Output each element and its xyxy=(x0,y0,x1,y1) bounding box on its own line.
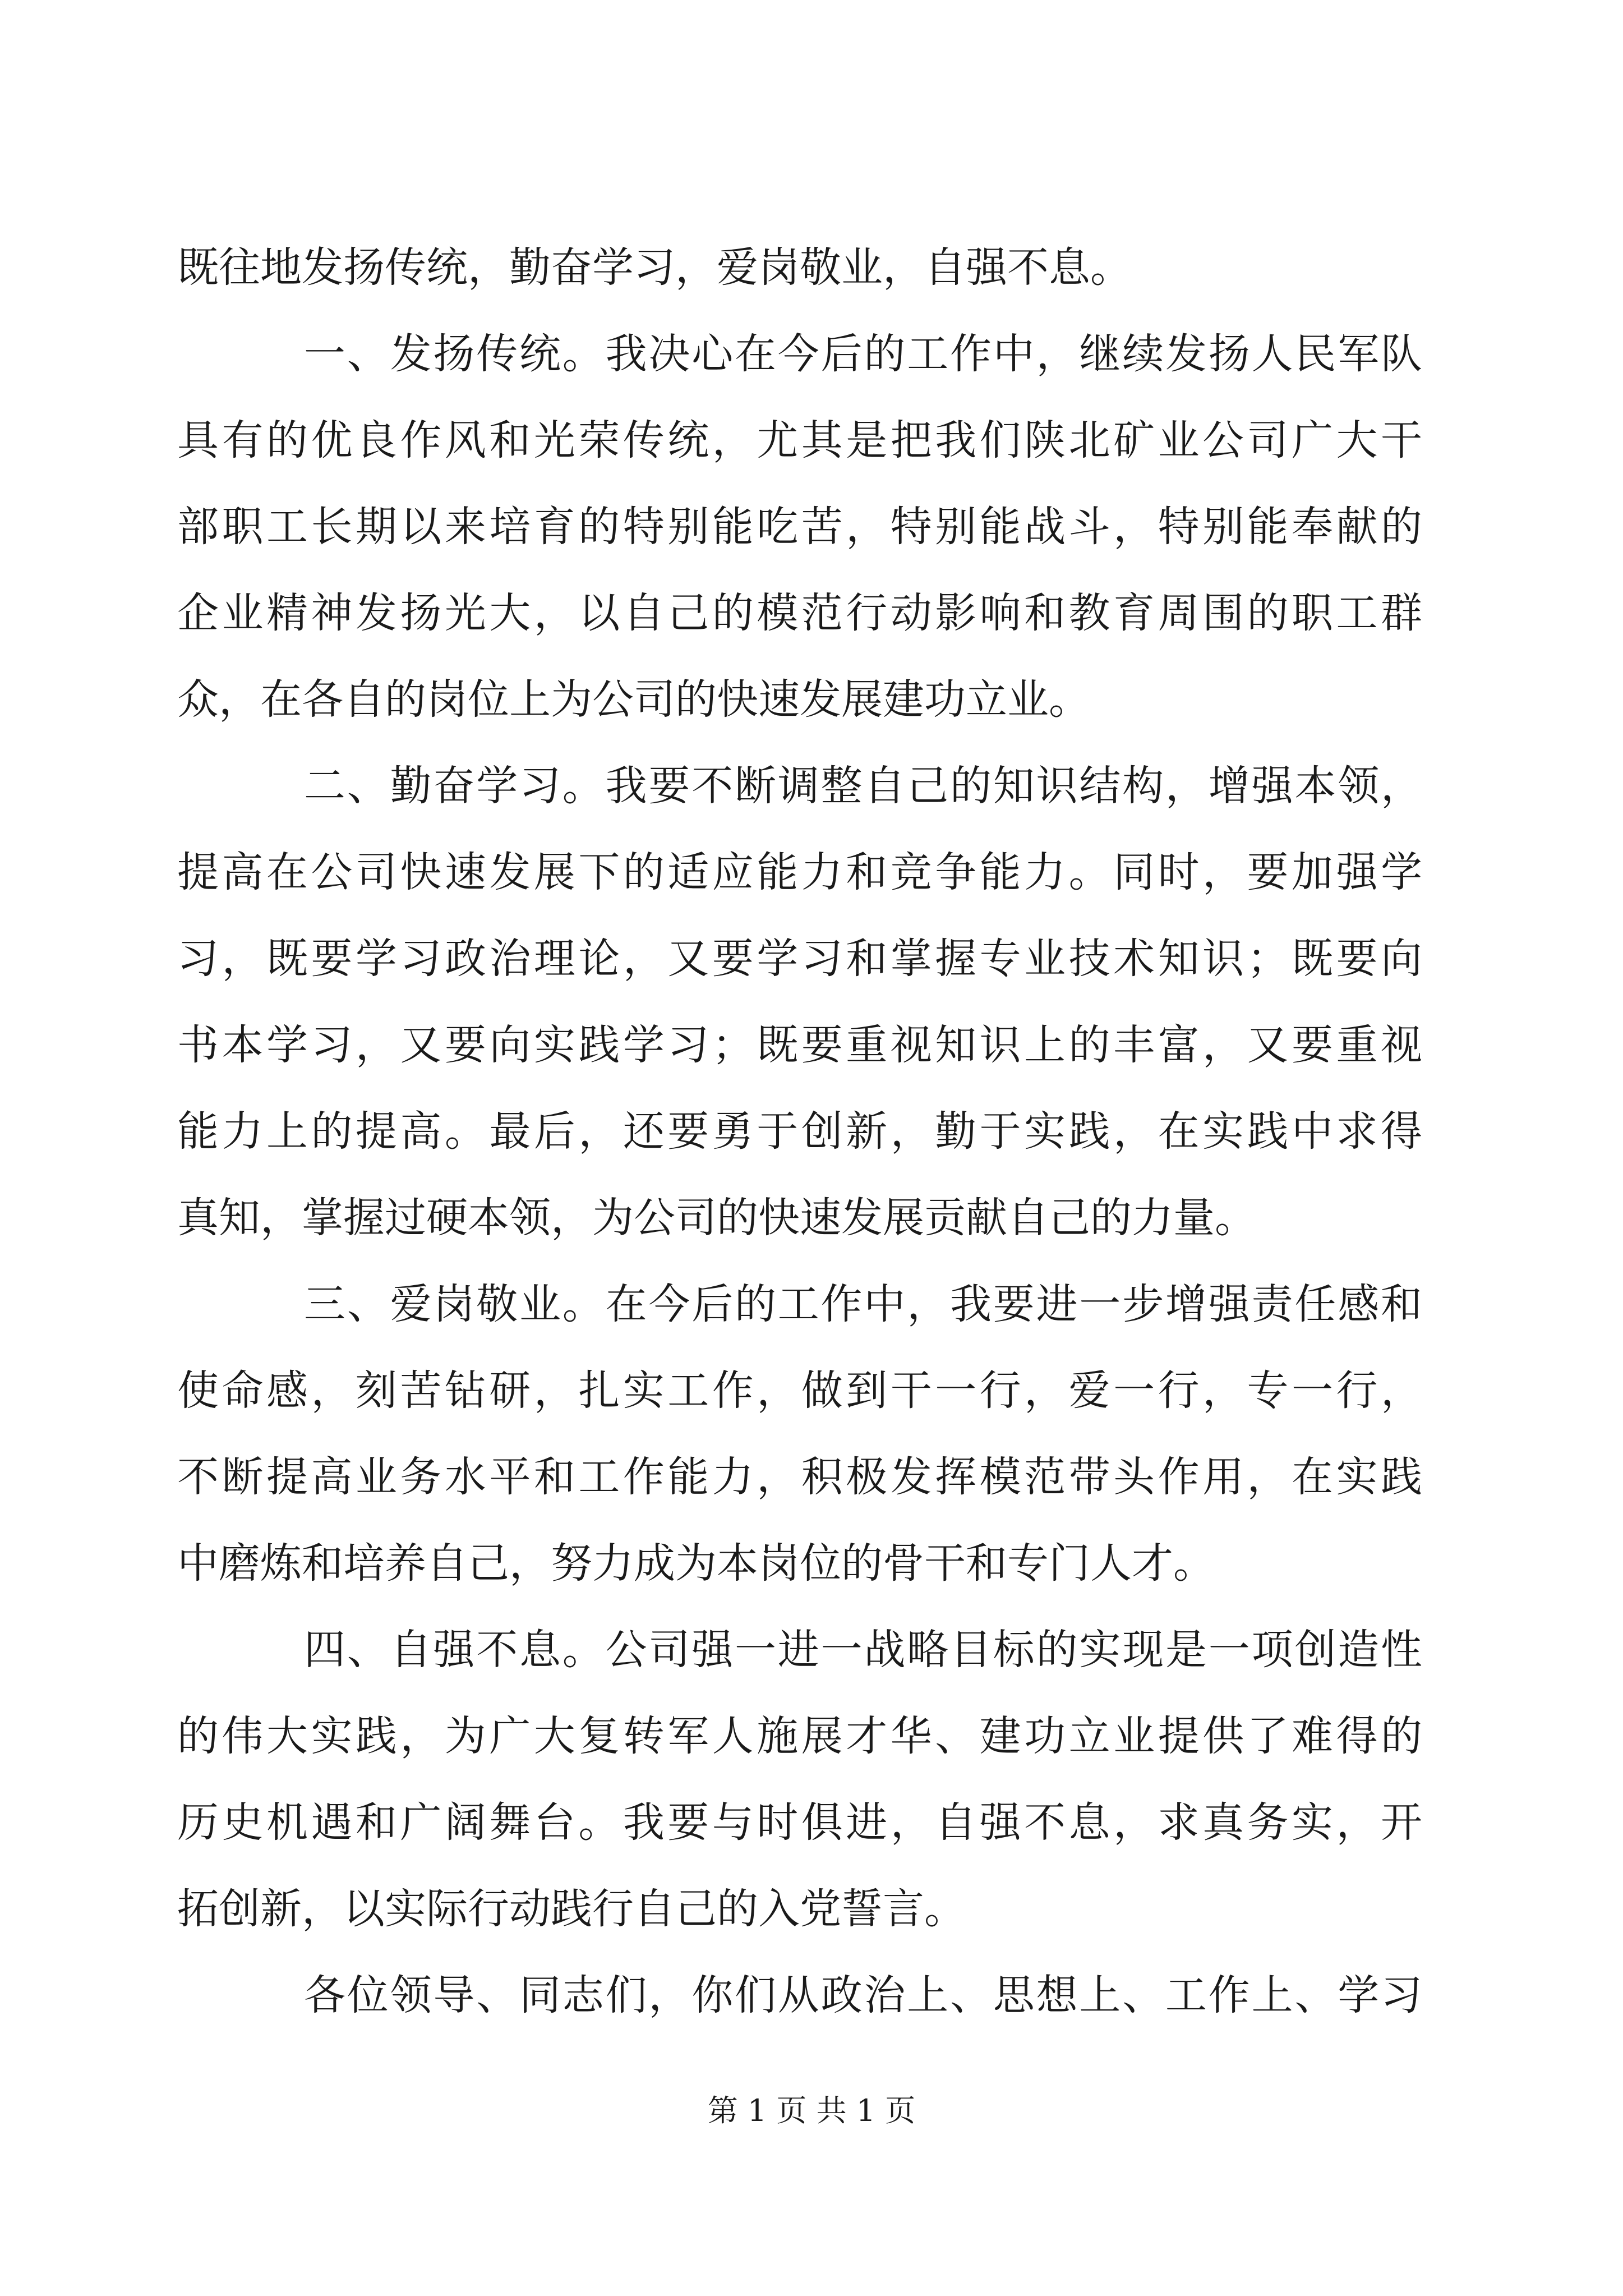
text-line: 书本学习，又要向实践学习；既要重视知识上的丰富，又要重视 xyxy=(177,1021,1422,1069)
text-line: 二、勤奋学习。我要不断调整自己的知识结构，增强本领， xyxy=(304,762,1422,810)
text-line: 真知，掌握过硬本领，为公司的快速发展贡献自己的力量。 xyxy=(177,1194,1256,1242)
text-line: 拓创新，以实际行动践行自己的入党誓言。 xyxy=(177,1885,966,1933)
text-line: 四、自强不息。公司强一进一战略目标的实现是一项创造性 xyxy=(304,1626,1422,1674)
text-line: 具有的优良作风和光荣传统，尤其是把我们陕北矿业公司广大干 xyxy=(177,416,1422,464)
text-line: 能力上的提高。最后，还要勇于创新，勤于实践，在实践中求得 xyxy=(177,1107,1422,1156)
text-line: 使命感，刻苦钻研，扎实工作，做到干一行，爱一行，专一行， xyxy=(177,1366,1422,1415)
text-line: 企业精神发扬光大，以自己的模范行动影响和教育周围的职工群 xyxy=(177,589,1422,637)
text-line: 三、爱岗敬业。在今后的工作中，我要进一步增强责任感和 xyxy=(304,1280,1422,1328)
text-line: 习，既要学习政治理论，又要学习和掌握专业技术知识；既要向 xyxy=(177,935,1422,983)
text-line: 不断提高业务水平和工作能力，积极发挥模范带头作用，在实践 xyxy=(177,1453,1422,1501)
text-line: 的伟大实践，为广大复转军人施展才华、建功立业提供了难得的 xyxy=(177,1712,1422,1760)
page-footer: 第 1 页 共 1 页 xyxy=(707,2093,916,2128)
text-line: 既往地发扬传统，勤奋学习，爱岗敬业，自强不息。 xyxy=(177,243,1132,292)
text-line: 提高在公司快速发展下的适应能力和竞争能力。同时，要加强学 xyxy=(177,848,1422,896)
text-line: 众，在各自的岗位上为公司的快速发展建功立业。 xyxy=(177,675,1090,724)
text-line: 中磨炼和培养自己，努力成为本岗位的骨干和专门人才。 xyxy=(177,1539,1215,1588)
text-line: 历史机遇和广阔舞台。我要与时俱进，自强不息，求真务实，开 xyxy=(177,1798,1422,1847)
text-line: 部职工长期以来培育的特别能吃苦，特别能战斗，特别能奉献的 xyxy=(177,503,1422,551)
document-body xyxy=(177,224,1422,2039)
text-line: 各位领导、同志们，你们从政治上、思想上、工作上、学习 xyxy=(304,1971,1422,2019)
text-line: 一、发扬传统。我决心在今后的工作中，继续发扬人民军队 xyxy=(304,330,1422,378)
